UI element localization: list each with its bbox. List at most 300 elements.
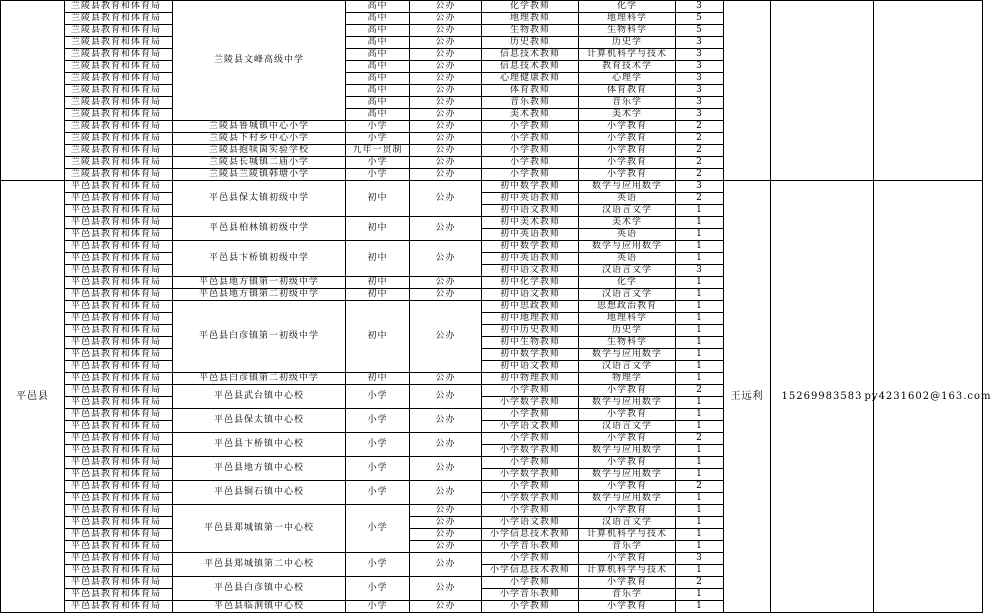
table-cell-count: 1 <box>675 288 724 301</box>
table-cell-school: 平邑县武台镇中心校 <box>172 384 346 409</box>
table-cell-bureau: 平邑县教育和体育局 <box>64 564 173 577</box>
table-cell-type: 公办 <box>409 180 482 217</box>
table-cell-bureau: 平邑县教育和体育局 <box>64 516 173 529</box>
table-cell-type: 公办 <box>409 276 482 289</box>
table-cell-subject: 数学与应用数学 <box>578 180 676 193</box>
table-cell-count: 1 <box>675 444 724 457</box>
table-cell-post: 初中英语教师 <box>481 252 579 265</box>
table-cell-count: 3 <box>675 84 724 97</box>
table-cell-school: 平邑县柏林镇初级中学 <box>172 216 346 241</box>
table-cell-post: 体育教师 <box>481 84 579 97</box>
table-cell-bureau: 平邑县教育和体育局 <box>64 252 173 265</box>
table-cell-school: 平邑县卞桥镇初级中学 <box>172 240 346 277</box>
table-cell-post: 小学语文教师 <box>481 420 579 433</box>
table-cell-subject: 小学教育 <box>578 552 676 565</box>
table-cell-subject: 小学教育 <box>578 120 676 133</box>
table-cell-bureau: 平邑县教育和体育局 <box>64 600 173 613</box>
table-cell-count: 1 <box>675 456 724 469</box>
table-cell-count: 1 <box>675 252 724 265</box>
table-cell-bureau: 平邑县教育和体育局 <box>64 264 173 277</box>
table-cell-subject: 汉语言文学 <box>578 420 676 433</box>
table-cell-type: 公办 <box>409 432 482 457</box>
table-cell-level: 小学 <box>345 552 410 577</box>
table-cell-level: 初中 <box>345 372 410 385</box>
table-cell-count: 2 <box>675 432 724 445</box>
table-cell-level: 小学 <box>345 156 410 169</box>
table-cell-count: 2 <box>675 156 724 169</box>
table-cell-subject: 小学教育 <box>578 504 676 517</box>
table-cell-school: 平邑县郑城镇第一中心校 <box>172 504 346 553</box>
table-cell-post: 小学教师 <box>481 384 579 397</box>
table-cell-post: 小学音乐教师 <box>481 588 579 601</box>
table-cell-count: 1 <box>675 540 724 553</box>
table-cell-post: 小学教师 <box>481 168 579 181</box>
table-cell-phone-lanling <box>770 0 874 181</box>
table-cell-subject: 教育技术学 <box>578 60 676 73</box>
table-cell-count: 1 <box>675 360 724 373</box>
table-cell-subject: 小学教育 <box>578 456 676 469</box>
table-cell-type: 公办 <box>409 504 482 517</box>
table-cell-school: 平邑县白彦镇第一初级中学 <box>172 300 346 373</box>
table-cell-school: 平邑县白彦镇中心校 <box>172 576 346 601</box>
table-cell-level <box>345 276 410 289</box>
table-cell-county: 平邑县 <box>0 180 65 613</box>
table-cell-type: 公办 <box>409 300 482 373</box>
table-cell-level: 高中 <box>345 84 410 97</box>
table-cell-county-lanling <box>0 0 65 181</box>
table-cell-bureau: 平邑县教育和体育局 <box>64 312 173 325</box>
table-cell-level: 高中 <box>345 60 410 73</box>
table-cell-count: 3 <box>675 96 724 109</box>
table-cell-count: 1 <box>675 396 724 409</box>
table-cell-bureau: 平邑县教育和体育局 <box>64 588 173 601</box>
table-cell-type: 公办 <box>409 480 482 505</box>
table-cell-level: 初中 <box>345 300 410 373</box>
table-cell-subject: 历史学 <box>578 324 676 337</box>
table-cell-contact: 王远利 <box>723 180 771 613</box>
table-cell-subject: 汉语言文学 <box>578 288 676 301</box>
table-cell-count: 3 <box>675 180 724 193</box>
table-cell-type: 公办 <box>409 60 482 73</box>
table-cell-subject: 数学与应用数学 <box>578 468 676 481</box>
table-cell-school: 兰陵县文峰高级中学 <box>172 0 346 121</box>
table-cell-type: 公办 <box>409 36 482 49</box>
table-cell-count: 1 <box>675 312 724 325</box>
table-cell-count: 5 <box>675 24 724 37</box>
table-cell-school: 平邑县卞桥镇中心校 <box>172 432 346 457</box>
table-cell-phone: 15269983583 <box>770 180 874 613</box>
table-cell-level: 高中 <box>345 24 410 37</box>
table-cell-subject: 数学与应用数学 <box>578 396 676 409</box>
table-cell-subject: 小学教育 <box>578 408 676 421</box>
table-cell-post: 初中历史教师 <box>481 324 579 337</box>
table-cell-subject: 汉语言文学 <box>578 204 676 217</box>
table-cell-bureau: 兰陵县教育和体育局 <box>64 12 173 25</box>
table-cell-post: 小学语文教师 <box>481 516 579 529</box>
table-cell-count: 1 <box>675 204 724 217</box>
table-cell-count: 1 <box>675 516 724 529</box>
table-cell-post: 初中语文教师 <box>481 264 579 277</box>
table-cell-count: 1 <box>675 492 724 505</box>
table-cell-post: 小学信息技术教师 <box>481 564 579 577</box>
table-cell-bureau: 兰陵县教育和体育局 <box>64 48 173 61</box>
table-cell-school: 平邑县临涧镇中心校 <box>172 600 346 613</box>
table-cell-count: 3 <box>675 60 724 73</box>
table-cell-post: 初中物理教师 <box>481 372 579 385</box>
table-cell-type: 公办 <box>409 456 482 481</box>
table-cell-bureau: 平邑县教育和体育局 <box>64 228 173 241</box>
table-cell-type: 公办 <box>409 0 482 13</box>
table-cell-count: 2 <box>675 480 724 493</box>
table-cell-post: 初中英语教师 <box>481 192 579 205</box>
table-cell-post: 小学教师 <box>481 120 579 133</box>
table-cell-subject: 英语 <box>578 252 676 265</box>
table-cell-post: 小学教师 <box>481 408 579 421</box>
table-cell-post: 小学教师 <box>481 600 579 613</box>
table-cell-post: 信息技术教师 <box>481 60 579 73</box>
table-cell-subject: 小学教育 <box>578 480 676 493</box>
table-cell-subject: 思想政治教育 <box>578 300 676 313</box>
table-cell-level: 九年一贯制 <box>345 144 410 157</box>
table-cell-count: 2 <box>675 384 724 397</box>
table-cell-level: 小学 <box>345 408 410 433</box>
table-cell-count: 1 <box>675 468 724 481</box>
table-cell-school: 平邑县地方镇中心校 <box>172 456 346 481</box>
table-cell-bureau: 平邑县教育和体育局 <box>64 444 173 457</box>
table-cell-bureau: 平邑县教育和体育局 <box>64 408 173 421</box>
table-cell-subject: 汉语言文学 <box>578 516 676 529</box>
table-cell-subject: 化学 <box>578 276 676 289</box>
table-cell-subject: 小学教育 <box>578 156 676 169</box>
table-cell-subject: 小学教育 <box>578 144 676 157</box>
table-cell-count: 1 <box>675 276 724 289</box>
table-cell-post: 地理教师 <box>481 12 579 25</box>
table-cell-count: 2 <box>675 120 724 133</box>
table-cell-post: 小学信息技术教师 <box>481 528 579 541</box>
table-cell-count: 1 <box>675 300 724 313</box>
table-cell-count: 1 <box>675 564 724 577</box>
table-cell-count: 1 <box>675 528 724 541</box>
table-cell-post: 初中语文教师 <box>481 360 579 373</box>
table-cell-count: 1 <box>675 408 724 421</box>
table-cell-level: 初中 <box>345 180 410 217</box>
table-cell-count: 3 <box>675 552 724 565</box>
table-cell-post: 音乐教师 <box>481 96 579 109</box>
table-cell-level: 小学 <box>345 480 410 505</box>
table-cell-level: 小学 <box>345 432 410 457</box>
table-cell-bureau: 兰陵县教育和体育局 <box>64 120 173 133</box>
table-cell-bureau: 兰陵县教育和体育局 <box>64 156 173 169</box>
table-cell-bureau: 平邑县教育和体育局 <box>64 336 173 349</box>
table-cell-subject: 体育教育 <box>578 84 676 97</box>
table-cell-email-lanling <box>873 0 983 181</box>
table-cell-email: py4231602@163.com <box>873 180 983 613</box>
table-cell-post: 小学教师 <box>481 504 579 517</box>
table-cell-level: 初中 <box>345 240 410 277</box>
table-cell-bureau: 平邑县教育和体育局 <box>64 432 173 445</box>
table-cell-count: 1 <box>675 600 724 613</box>
table-cell-bureau: 平邑县教育和体育局 <box>64 192 173 205</box>
table-cell-type: 公办 <box>409 600 482 613</box>
table-cell-level: 小学 <box>345 456 410 481</box>
table-cell-subject: 数学与应用数学 <box>578 240 676 253</box>
table-cell-post: 小学教师 <box>481 480 579 493</box>
table-cell-post: 小学教师 <box>481 576 579 589</box>
table-cell-count: 2 <box>675 576 724 589</box>
table-cell-post: 初中化学教师 <box>481 276 579 289</box>
table-cell-bureau: 平邑县教育和体育局 <box>64 468 173 481</box>
table-cell-post: 小学教师 <box>481 144 579 157</box>
table-cell-count: 3 <box>675 108 724 121</box>
table-cell-type: 公办 <box>409 144 482 157</box>
table-cell-level: 高中 <box>345 0 410 13</box>
table-cell-subject: 小学教育 <box>578 600 676 613</box>
table-cell-school: 平邑县铜石镇中心校 <box>172 480 346 505</box>
table-cell-bureau: 平邑县教育和体育局 <box>64 360 173 373</box>
table-cell-post: 初中数学教师 <box>481 348 579 361</box>
table-cell-school: 兰陵县兰陵镇韩塘小学 <box>172 168 346 181</box>
table-cell-bureau: 平邑县教育和体育局 <box>64 540 173 553</box>
table-cell-subject: 汉语言文学 <box>578 360 676 373</box>
table-cell-post: 初中地理教师 <box>481 312 579 325</box>
table-cell-school: 平邑县地方镇第一初级中学 <box>172 276 346 289</box>
table-cell-bureau: 平邑县教育和体育局 <box>64 384 173 397</box>
table-cell-bureau: 兰陵县教育和体育局 <box>64 168 173 181</box>
table-cell-count: 2 <box>675 144 724 157</box>
table-cell-school: 平邑县白彦镇第二初级中学 <box>172 372 346 385</box>
table-cell-bureau: 兰陵县教育和体育局 <box>64 96 173 109</box>
table-cell-level: 小学 <box>345 132 410 145</box>
table-cell-level: 初中 <box>345 216 410 241</box>
table-cell-type: 公办 <box>409 540 482 553</box>
table-cell-post: 初中生物教师 <box>481 336 579 349</box>
table-cell-bureau: 平邑县教育和体育局 <box>64 348 173 361</box>
table-cell-type: 公办 <box>409 240 482 277</box>
table-cell-post: 小学教师 <box>481 552 579 565</box>
table-cell-post: 初中语文教师 <box>481 288 579 301</box>
table-cell-type: 公办 <box>409 24 482 37</box>
table-cell-subject: 地理科学 <box>578 312 676 325</box>
table-cell-bureau: 平邑县教育和体育局 <box>64 576 173 589</box>
table-cell-type: 公办 <box>409 528 482 541</box>
table-cell-type: 公办 <box>409 168 482 181</box>
table-cell-bureau: 平邑县教育和体育局 <box>64 288 173 301</box>
table-cell-type: 公办 <box>409 216 482 241</box>
table-cell-type: 公办 <box>409 408 482 433</box>
table-cell-level: 初中 <box>345 288 410 301</box>
table-cell-subject: 美术学 <box>578 108 676 121</box>
table-cell-type: 公办 <box>409 108 482 121</box>
table-cell-type: 公办 <box>409 12 482 25</box>
table-cell-level: 初中 <box>345 276 410 289</box>
table-cell-bureau: 兰陵县教育和体育局 <box>64 84 173 97</box>
table-cell-type: 公办 <box>409 48 482 61</box>
table-cell-post: 初中美术教师 <box>481 216 579 229</box>
table-cell-post: 小学数学教师 <box>481 492 579 505</box>
table-cell-level: 高中 <box>345 72 410 85</box>
table-cell-count: 3 <box>675 48 724 61</box>
table-cell-post: 生物教师 <box>481 24 579 37</box>
table-cell-bureau: 平邑县教育和体育局 <box>64 300 173 313</box>
table-cell-subject: 历史学 <box>578 36 676 49</box>
table-cell-school: 兰陵县鲁城镇中心小学 <box>172 120 346 133</box>
table-cell-bureau: 兰陵县教育和体育局 <box>64 144 173 157</box>
table-cell-post: 初中语文教师 <box>481 204 579 217</box>
table-cell-bureau: 平邑县教育和体育局 <box>64 420 173 433</box>
table-cell-count: 3 <box>675 0 724 13</box>
table-cell-count: 1 <box>675 240 724 253</box>
table-cell-subject: 数学与应用数学 <box>578 348 676 361</box>
table-cell-level: 高中 <box>345 48 410 61</box>
table-cell-school: 平邑县保太镇初级中学 <box>172 180 346 217</box>
table-cell-type: 公办 <box>409 552 482 577</box>
table-cell-bureau: 兰陵县教育和体育局 <box>64 72 173 85</box>
table-cell-subject: 英语 <box>578 192 676 205</box>
table-cell-type: 公办 <box>409 96 482 109</box>
table-cell-type: 公办 <box>409 288 482 301</box>
table-cell-count: 1 <box>675 372 724 385</box>
table-cell-bureau: 平邑县教育和体育局 <box>64 396 173 409</box>
table-cell-bureau: 平邑县教育和体育局 <box>64 492 173 505</box>
table-cell-count: 3 <box>675 72 724 85</box>
table-cell-count: 3 <box>675 264 724 277</box>
table-cell-subject: 音乐学 <box>578 540 676 553</box>
table-cell-type: 公办 <box>409 72 482 85</box>
table-cell-subject: 地理科学 <box>578 12 676 25</box>
table-cell-count: 1 <box>675 336 724 349</box>
table-cell-type: 公办 <box>409 156 482 169</box>
table-cell-subject: 物理学 <box>578 372 676 385</box>
table-cell-count: 2 <box>675 132 724 145</box>
table-cell-bureau: 兰陵县教育和体育局 <box>64 60 173 73</box>
table-cell-level: 高中 <box>345 96 410 109</box>
table-cell-post: 小学教师 <box>481 432 579 445</box>
table-cell-subject: 计算机科学与技术 <box>578 564 676 577</box>
table-cell-subject: 小学教育 <box>578 432 676 445</box>
table-cell-subject: 数学与应用数学 <box>578 444 676 457</box>
table-cell-post: 信息技术教师 <box>481 48 579 61</box>
table-cell-count: 2 <box>675 192 724 205</box>
table-cell-post: 历史教师 <box>481 36 579 49</box>
table-cell-post: 小学音乐教师 <box>481 540 579 553</box>
table-cell-subject: 化学 <box>578 0 676 13</box>
table-cell-post: 初中数学教师 <box>481 180 579 193</box>
table-cell-level: 小学 <box>345 168 410 181</box>
table-cell-subject: 英语 <box>578 228 676 241</box>
table-cell-subject: 数学与应用数学 <box>578 492 676 505</box>
table-cell-type: 公办 <box>409 384 482 409</box>
table-cell-level: 小学 <box>345 120 410 133</box>
table-cell-post: 小学数学教师 <box>481 468 579 481</box>
table-cell-type: 公办 <box>409 372 482 385</box>
table-cell-bureau: 平邑县教育和体育局 <box>64 456 173 469</box>
table-cell-bureau: 兰陵县教育和体育局 <box>64 24 173 37</box>
table-cell-type: 公办 <box>409 120 482 133</box>
table-cell-school: 平邑县地方镇第二初级中学 <box>172 288 346 301</box>
table-cell-count: 2 <box>675 168 724 181</box>
table-cell-post: 化学教师 <box>481 0 579 13</box>
table-cell-post: 心理健康教师 <box>481 72 579 85</box>
table-cell-post: 小学数学教师 <box>481 396 579 409</box>
table-cell-post: 初中英语教师 <box>481 228 579 241</box>
table-cell-level: 小学 <box>345 600 410 613</box>
table-cell-post: 小学数学教师 <box>481 444 579 457</box>
table-cell-count: 1 <box>675 348 724 361</box>
table-cell-level: 小学 <box>345 384 410 409</box>
table-cell-bureau: 平邑县教育和体育局 <box>64 528 173 541</box>
table-cell-bureau: 平邑县教育和体育局 <box>64 480 173 493</box>
table-cell-bureau: 平邑县教育和体育局 <box>64 552 173 565</box>
table-cell-school: 平邑县郑城镇第二中心校 <box>172 552 346 577</box>
table-cell-level: 小学 <box>345 504 410 553</box>
table-cell-count: 1 <box>675 216 724 229</box>
table-cell-school: 兰陵县长城镇二庙小学 <box>172 156 346 169</box>
table-cell-type: 公办 <box>409 84 482 97</box>
table-cell-type: 公办 <box>409 132 482 145</box>
table-cell-post: 小学教师 <box>481 132 579 145</box>
table-cell-level: 高中 <box>345 36 410 49</box>
table-cell-type: 公办 <box>409 516 482 529</box>
table-cell-subject: 小学教育 <box>578 384 676 397</box>
table-cell-post: 初中思政教师 <box>481 300 579 313</box>
table-cell-count: 3 <box>675 36 724 49</box>
table-cell-bureau: 兰陵县教育和体育局 <box>64 132 173 145</box>
table-cell-subject: 小学教育 <box>578 168 676 181</box>
table-cell-school: 兰陵县下村乡中心小学 <box>172 132 346 145</box>
table-cell-level: 小学 <box>345 576 410 601</box>
table-cell-subject: 心理学 <box>578 72 676 85</box>
table-cell-subject: 计算机科学与技术 <box>578 48 676 61</box>
table-cell-bureau: 兰陵县教育和体育局 <box>64 108 173 121</box>
table-cell-subject: 小学教育 <box>578 132 676 145</box>
table-cell-count: 1 <box>675 504 724 517</box>
table-cell-subject: 生物科学 <box>578 24 676 37</box>
table-cell-bureau: 平邑县教育和体育局 <box>64 204 173 217</box>
table-cell-bureau: 兰陵县教育和体育局 <box>64 36 173 49</box>
table-cell-level: 高中 <box>345 108 410 121</box>
table-cell-subject: 音乐学 <box>578 96 676 109</box>
table-cell-count: 1 <box>675 420 724 433</box>
table-cell-bureau: 平邑县教育和体育局 <box>64 324 173 337</box>
table-cell-school: 平邑县保太镇中心校 <box>172 408 346 433</box>
table-cell-bureau: 平邑县教育和体育局 <box>64 504 173 517</box>
table-cell-post: 小学教师 <box>481 456 579 469</box>
table-cell-level: 高中 <box>345 12 410 25</box>
table-cell-count: 1 <box>675 324 724 337</box>
table-cell-bureau: 平邑县教育和体育局 <box>64 216 173 229</box>
table-cell-bureau: 平邑县教育和体育局 <box>64 240 173 253</box>
table-cell-subject: 音乐学 <box>578 588 676 601</box>
table-cell-count: 5 <box>675 12 724 25</box>
table-cell-post: 美术教师 <box>481 108 579 121</box>
table-cell-bureau: 平邑县教育和体育局 <box>64 180 173 193</box>
table-cell-subject: 小学教育 <box>578 576 676 589</box>
table-cell-subject: 汉语言文学 <box>578 264 676 277</box>
table-cell-type: 公办 <box>409 576 482 601</box>
table-cell-contact-lanling <box>723 0 771 181</box>
table-cell-post: 初中数学教师 <box>481 240 579 253</box>
table-cell-count: 1 <box>675 588 724 601</box>
table-cell-bureau: 平邑县教育和体育局 <box>64 372 173 385</box>
table-cell-school: 兰陵县抱犊崮实验学校 <box>172 144 346 157</box>
table-cell-count: 1 <box>675 228 724 241</box>
table-cell-subject: 计算机科学与技术 <box>578 528 676 541</box>
table-cell-bureau: 兰陵县教育和体育局 <box>64 0 173 13</box>
table-cell-subject: 美术学 <box>578 216 676 229</box>
table-cell-post: 小学教师 <box>481 156 579 169</box>
table-cell-bureau: 平邑县教育和体育局 <box>64 276 173 289</box>
table-cell-subject: 生物科学 <box>578 336 676 349</box>
